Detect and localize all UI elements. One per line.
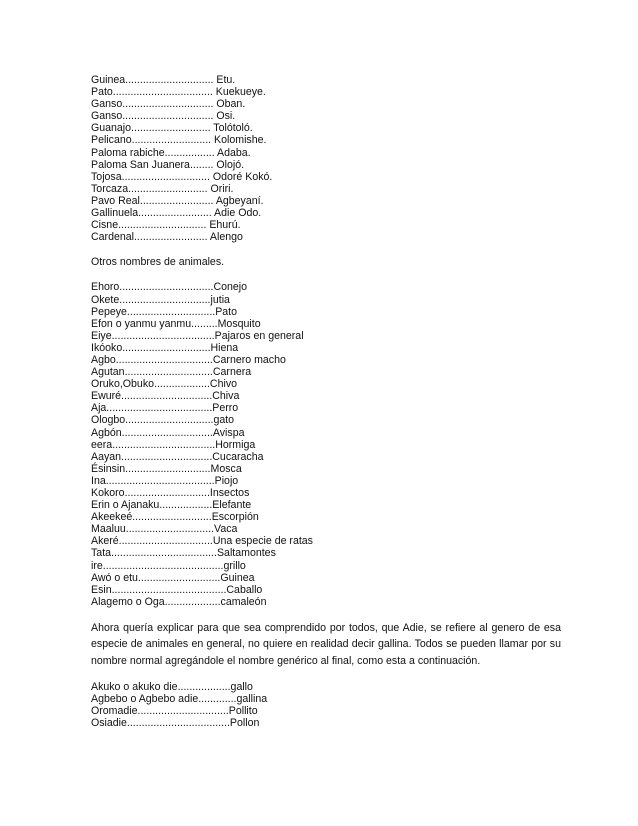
list-item: Gallinuela......................... Adie Odo. — [91, 207, 262, 220]
list-item: Esin.......................................Caballo — [91, 583, 263, 596]
list-item: Pato.................................. Kuekueye. — [91, 86, 266, 99]
section-heading: Otros nombres de animales. — [91, 256, 225, 269]
list-item: Maaluu..............................Vaca — [91, 523, 238, 536]
list-item: Ikóoko..............................Hiena — [91, 341, 239, 354]
list-item: Akeré................................Una especie de ratas — [91, 535, 313, 548]
animal-names-list — [91, 281, 561, 608]
list-item: Guanajo........................... Tolótoló. — [91, 122, 253, 135]
bird-names-list — [91, 74, 561, 243]
list-item: Cardenal......................... Alengo — [91, 231, 243, 244]
list-item: Eiye...................................Pajaros en general — [91, 329, 304, 342]
list-item: Agbebo o Agbebo adie.............gallina — [91, 693, 268, 706]
list-item: Ehoro................................Conejo — [91, 281, 248, 294]
list-item: eera...................................Hormiga — [91, 438, 256, 451]
list-item: Ganso............................... Osi. — [91, 110, 236, 123]
document-page — [91, 74, 561, 730]
list-item: Pavo Real......................... Agbeyaní. — [91, 194, 264, 207]
list-item: Guinea.............................. Etu. — [91, 74, 236, 86]
list-item: Ganso............................... Oban. — [91, 98, 246, 111]
list-item: Ewuré...............................Chiva — [91, 390, 240, 403]
list-item: Efon o yanmu yanmu.........Mosquito — [91, 317, 261, 330]
list-item: Aayan...............................Cucaracha — [91, 450, 264, 463]
list-item: Erin o Ajanaku..................Elefante — [91, 499, 252, 512]
list-item: Tojosa.............................. Odoré Kokó. — [91, 170, 273, 183]
explanation-paragraph: Ahora quería explicar para que sea comprendido por todos, que Adie, se refiere al genero de esa especie de animales en general, no quiere en realidad decir gallina. Todos se pueden llamar por su nombre normal agregándole el nombre genérico al final, como esta a continuación. — [91, 621, 561, 667]
list-item: ire.........................................grillo — [91, 559, 246, 572]
list-item: Agbo.................................Carnero macho — [91, 353, 286, 366]
list-item: Alagemo o Oga...................camaleón — [91, 595, 267, 608]
list-item: Cisne.............................. Ehurú. — [91, 219, 241, 232]
list-item: Ina.....................................Piojo — [91, 474, 239, 487]
list-item: Ésinsin.............................Mosca — [91, 462, 242, 475]
list-item: Oromadie...............................Pollito — [91, 705, 258, 718]
list-item: Kokoro.............................Insectos — [91, 487, 250, 499]
list-item: Oruko,Obuko...................Chivo — [91, 378, 238, 391]
list-item: Osiadie...................................Pollon — [91, 717, 260, 730]
list-item: Pepeye..............................Pato — [91, 305, 238, 318]
list-item: Torcaza........................... Oriri. — [91, 182, 234, 195]
list-item: Pelicano........................... Kolomishe. — [91, 134, 267, 147]
list-item: Tata....................................Saltamontes — [91, 547, 276, 560]
list-item: Akuko o akuko die..................gallo — [91, 681, 253, 694]
list-item: Paloma San Juanera........ Olojó. — [91, 158, 245, 171]
list-item: Paloma rabiche................. Adaba. — [91, 146, 251, 159]
list-item: Akeekeé...........................Escorpión — [91, 511, 259, 524]
list-item: Agutan..............................Carnera — [91, 366, 252, 379]
poultry-names-list — [91, 681, 561, 729]
list-item: Agbón...............................Avispa — [91, 426, 245, 439]
list-item: Ologbo..............................gato — [91, 414, 235, 427]
list-item: Awó o etu............................Guinea — [91, 571, 255, 584]
list-item: Aja....................................Perro — [91, 402, 239, 415]
list-item: Okete...............................jutia — [91, 293, 230, 306]
